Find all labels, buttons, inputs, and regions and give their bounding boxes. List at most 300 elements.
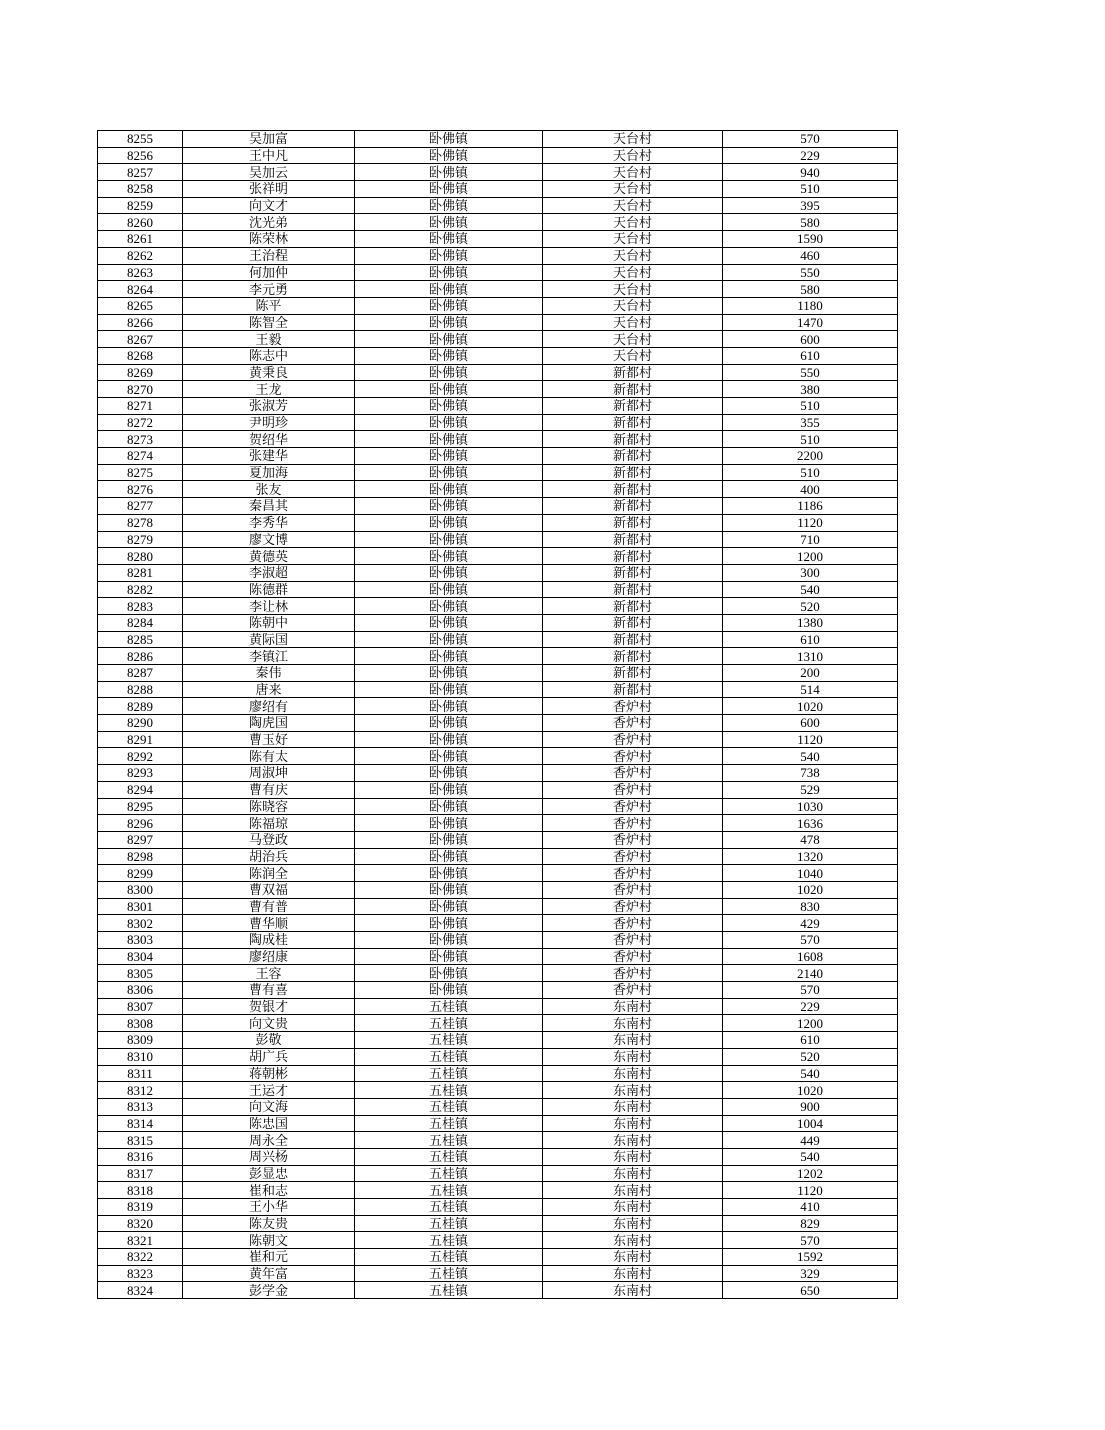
town-cell: 卧佛镇 (355, 715, 543, 732)
amount-cell: 1592 (723, 1249, 898, 1266)
row-id-cell: 8318 (98, 1182, 183, 1199)
table-row (98, 514, 898, 531)
table-row (98, 331, 898, 348)
village-cell: 新都村 (543, 431, 723, 448)
amount-cell: 710 (723, 531, 898, 548)
table-row (98, 247, 898, 264)
row-id-cell: 8288 (98, 681, 183, 698)
amount-cell: 1470 (723, 314, 898, 331)
amount-cell: 900 (723, 1098, 898, 1115)
row-id-cell: 8261 (98, 231, 183, 248)
name-cell: 王中凡 (183, 147, 355, 164)
name-cell: 夏加海 (183, 464, 355, 481)
amount-cell: 449 (723, 1132, 898, 1149)
town-cell: 五桂镇 (355, 1098, 543, 1115)
amount-cell: 940 (723, 164, 898, 181)
amount-cell: 1020 (723, 881, 898, 898)
village-cell: 天台村 (543, 164, 723, 181)
name-cell: 贺银才 (183, 998, 355, 1015)
table-row (98, 531, 898, 548)
village-cell: 新都村 (543, 414, 723, 431)
village-cell: 香炉村 (543, 898, 723, 915)
table-row (98, 1282, 898, 1299)
town-cell: 卧佛镇 (355, 564, 543, 581)
table-row (98, 347, 898, 364)
town-cell: 卧佛镇 (355, 915, 543, 932)
row-id-cell: 8294 (98, 781, 183, 798)
town-cell: 卧佛镇 (355, 631, 543, 648)
row-id-cell: 8264 (98, 281, 183, 298)
row-id-cell: 8312 (98, 1082, 183, 1099)
table-row (98, 932, 898, 949)
amount-cell: 540 (723, 748, 898, 765)
town-cell: 卧佛镇 (355, 314, 543, 331)
table-row (98, 1065, 898, 1082)
table-row (98, 448, 898, 465)
row-id-cell: 8297 (98, 831, 183, 848)
town-cell: 五桂镇 (355, 1115, 543, 1132)
town-cell: 卧佛镇 (355, 431, 543, 448)
name-cell: 曹玉好 (183, 731, 355, 748)
amount-cell: 1040 (723, 865, 898, 882)
village-cell: 天台村 (543, 297, 723, 314)
amount-cell: 1030 (723, 798, 898, 815)
name-cell: 周淑坤 (183, 765, 355, 782)
town-cell: 卧佛镇 (355, 164, 543, 181)
amount-cell: 1120 (723, 731, 898, 748)
table-row (98, 681, 898, 698)
village-cell: 香炉村 (543, 765, 723, 782)
name-cell: 唐来 (183, 681, 355, 698)
village-cell: 东南村 (543, 998, 723, 1015)
amount-cell: 229 (723, 147, 898, 164)
name-cell: 彭学金 (183, 1282, 355, 1299)
table-row (98, 631, 898, 648)
town-cell: 卧佛镇 (355, 681, 543, 698)
name-cell: 张祥明 (183, 181, 355, 198)
name-cell: 李淑超 (183, 564, 355, 581)
name-cell: 李元勇 (183, 281, 355, 298)
town-cell: 五桂镇 (355, 1215, 543, 1232)
town-cell: 卧佛镇 (355, 698, 543, 715)
village-cell: 香炉村 (543, 915, 723, 932)
amount-cell: 540 (723, 581, 898, 598)
data-table (97, 130, 898, 1299)
amount-cell: 510 (723, 398, 898, 415)
amount-cell: 738 (723, 765, 898, 782)
row-id-cell: 8315 (98, 1132, 183, 1149)
town-cell: 卧佛镇 (355, 648, 543, 665)
name-cell: 黄德英 (183, 548, 355, 565)
row-id-cell: 8321 (98, 1232, 183, 1249)
amount-cell: 514 (723, 681, 898, 698)
town-cell: 五桂镇 (355, 1182, 543, 1199)
town-cell: 卧佛镇 (355, 932, 543, 949)
village-cell: 天台村 (543, 264, 723, 281)
amount-cell: 395 (723, 197, 898, 214)
amount-cell: 1200 (723, 548, 898, 565)
village-cell: 天台村 (543, 231, 723, 248)
name-cell: 黄际国 (183, 631, 355, 648)
name-cell: 廖文博 (183, 531, 355, 548)
village-cell: 新都村 (543, 364, 723, 381)
table-row (98, 965, 898, 982)
name-cell: 张淑芳 (183, 398, 355, 415)
table-row (98, 1148, 898, 1165)
town-cell: 卧佛镇 (355, 548, 543, 565)
name-cell: 向文才 (183, 197, 355, 214)
amount-cell: 400 (723, 481, 898, 498)
table-row (98, 748, 898, 765)
name-cell: 陶成桂 (183, 932, 355, 949)
village-cell: 新都村 (543, 481, 723, 498)
table-row (98, 798, 898, 815)
table-row (98, 1082, 898, 1099)
village-cell: 东南村 (543, 1215, 723, 1232)
town-cell: 五桂镇 (355, 1265, 543, 1282)
table-row (98, 481, 898, 498)
village-cell: 天台村 (543, 131, 723, 148)
name-cell: 黄年富 (183, 1265, 355, 1282)
row-id-cell: 8322 (98, 1249, 183, 1266)
village-cell: 香炉村 (543, 815, 723, 832)
town-cell: 卧佛镇 (355, 731, 543, 748)
row-id-cell: 8317 (98, 1165, 183, 1182)
table-row (98, 915, 898, 932)
amount-cell: 1004 (723, 1115, 898, 1132)
name-cell: 崔和元 (183, 1249, 355, 1266)
town-cell: 五桂镇 (355, 1249, 543, 1266)
town-cell: 卧佛镇 (355, 948, 543, 965)
table-row (98, 831, 898, 848)
row-id-cell: 8267 (98, 331, 183, 348)
amount-cell: 1590 (723, 231, 898, 248)
town-cell: 五桂镇 (355, 1148, 543, 1165)
name-cell: 秦伟 (183, 665, 355, 682)
village-cell: 新都村 (543, 631, 723, 648)
town-cell: 卧佛镇 (355, 881, 543, 898)
row-id-cell: 8293 (98, 765, 183, 782)
row-id-cell: 8257 (98, 164, 183, 181)
name-cell: 吴加富 (183, 131, 355, 148)
name-cell: 陈友贵 (183, 1215, 355, 1232)
name-cell: 王毅 (183, 331, 355, 348)
name-cell: 彭敬 (183, 1032, 355, 1049)
town-cell: 卧佛镇 (355, 598, 543, 615)
row-id-cell: 8281 (98, 564, 183, 581)
village-cell: 香炉村 (543, 865, 723, 882)
row-id-cell: 8308 (98, 1015, 183, 1032)
row-id-cell: 8323 (98, 1265, 183, 1282)
village-cell: 天台村 (543, 181, 723, 198)
amount-cell: 550 (723, 364, 898, 381)
village-cell: 新都村 (543, 648, 723, 665)
row-id-cell: 8304 (98, 948, 183, 965)
row-id-cell: 8284 (98, 614, 183, 631)
village-cell: 新都村 (543, 564, 723, 581)
table-row (98, 464, 898, 481)
row-id-cell: 8319 (98, 1199, 183, 1216)
amount-cell: 1120 (723, 514, 898, 531)
name-cell: 陈朝文 (183, 1232, 355, 1249)
row-id-cell: 8307 (98, 998, 183, 1015)
table-body (98, 131, 898, 1299)
row-id-cell: 8263 (98, 264, 183, 281)
name-cell: 陈智全 (183, 314, 355, 331)
table-row (98, 848, 898, 865)
table-row (98, 665, 898, 682)
town-cell: 五桂镇 (355, 1282, 543, 1299)
name-cell: 陈晓容 (183, 798, 355, 815)
town-cell: 卧佛镇 (355, 464, 543, 481)
table-row (98, 614, 898, 631)
amount-cell: 520 (723, 598, 898, 615)
village-cell: 新都村 (543, 548, 723, 565)
village-cell: 东南村 (543, 1282, 723, 1299)
row-id-cell: 8295 (98, 798, 183, 815)
table-row (98, 1015, 898, 1032)
amount-cell: 610 (723, 347, 898, 364)
village-cell: 东南村 (543, 1065, 723, 1082)
row-id-cell: 8320 (98, 1215, 183, 1232)
name-cell: 秦昌其 (183, 498, 355, 515)
town-cell: 五桂镇 (355, 998, 543, 1015)
amount-cell: 510 (723, 181, 898, 198)
amount-cell: 2140 (723, 965, 898, 982)
table-row (98, 281, 898, 298)
table-row (98, 548, 898, 565)
village-cell: 东南村 (543, 1199, 723, 1216)
village-cell: 新都村 (543, 681, 723, 698)
name-cell: 陈朝中 (183, 614, 355, 631)
row-id-cell: 8270 (98, 381, 183, 398)
village-cell: 天台村 (543, 147, 723, 164)
village-cell: 新都村 (543, 498, 723, 515)
town-cell: 卧佛镇 (355, 131, 543, 148)
amount-cell: 570 (723, 1232, 898, 1249)
amount-cell: 1180 (723, 297, 898, 314)
village-cell: 香炉村 (543, 848, 723, 865)
amount-cell: 510 (723, 431, 898, 448)
table-row (98, 181, 898, 198)
row-id-cell: 8289 (98, 698, 183, 715)
table-row (98, 1182, 898, 1199)
amount-cell: 580 (723, 214, 898, 231)
amount-cell: 1636 (723, 815, 898, 832)
row-id-cell: 8311 (98, 1065, 183, 1082)
row-id-cell: 8277 (98, 498, 183, 515)
table-row (98, 881, 898, 898)
amount-cell: 570 (723, 131, 898, 148)
town-cell: 卧佛镇 (355, 965, 543, 982)
row-id-cell: 8286 (98, 648, 183, 665)
village-cell: 香炉村 (543, 748, 723, 765)
village-cell: 东南村 (543, 1182, 723, 1199)
table-row (98, 1115, 898, 1132)
village-cell: 香炉村 (543, 781, 723, 798)
table-row (98, 381, 898, 398)
village-cell: 东南村 (543, 1165, 723, 1182)
name-cell: 李镇江 (183, 648, 355, 665)
amount-cell: 600 (723, 715, 898, 732)
town-cell: 卧佛镇 (355, 848, 543, 865)
town-cell: 卧佛镇 (355, 181, 543, 198)
name-cell: 何加仲 (183, 264, 355, 281)
village-cell: 香炉村 (543, 698, 723, 715)
village-cell: 香炉村 (543, 965, 723, 982)
row-id-cell: 8258 (98, 181, 183, 198)
name-cell: 陈荣林 (183, 231, 355, 248)
name-cell: 周永全 (183, 1132, 355, 1149)
table-row (98, 131, 898, 148)
town-cell: 卧佛镇 (355, 297, 543, 314)
table-row (98, 1265, 898, 1282)
name-cell: 王小华 (183, 1199, 355, 1216)
row-id-cell: 8283 (98, 598, 183, 615)
name-cell: 陈有太 (183, 748, 355, 765)
amount-cell: 610 (723, 1032, 898, 1049)
village-cell: 香炉村 (543, 798, 723, 815)
town-cell: 卧佛镇 (355, 514, 543, 531)
table-row (98, 231, 898, 248)
table-row (98, 731, 898, 748)
amount-cell: 1310 (723, 648, 898, 665)
village-cell: 东南村 (543, 1148, 723, 1165)
table-row (98, 1048, 898, 1065)
row-id-cell: 8285 (98, 631, 183, 648)
name-cell: 胡广兵 (183, 1048, 355, 1065)
table-row (98, 1132, 898, 1149)
town-cell: 卧佛镇 (355, 414, 543, 431)
name-cell: 李让林 (183, 598, 355, 615)
amount-cell: 200 (723, 665, 898, 682)
village-cell: 新都村 (543, 464, 723, 481)
name-cell: 陈福琼 (183, 815, 355, 832)
row-id-cell: 8298 (98, 848, 183, 865)
name-cell: 李秀华 (183, 514, 355, 531)
amount-cell: 510 (723, 464, 898, 481)
name-cell: 陈德群 (183, 581, 355, 598)
row-id-cell: 8316 (98, 1148, 183, 1165)
name-cell: 周兴杨 (183, 1148, 355, 1165)
row-id-cell: 8255 (98, 131, 183, 148)
table-row (98, 982, 898, 999)
amount-cell: 1120 (723, 1182, 898, 1199)
table-row (98, 431, 898, 448)
name-cell: 黄秉良 (183, 364, 355, 381)
row-id-cell: 8310 (98, 1048, 183, 1065)
row-id-cell: 8287 (98, 665, 183, 682)
table-row (98, 598, 898, 615)
name-cell: 陈忠国 (183, 1115, 355, 1132)
town-cell: 卧佛镇 (355, 331, 543, 348)
table-row (98, 414, 898, 431)
town-cell: 卧佛镇 (355, 364, 543, 381)
row-id-cell: 8279 (98, 531, 183, 548)
amount-cell: 1202 (723, 1165, 898, 1182)
village-cell: 天台村 (543, 197, 723, 214)
table-row (98, 715, 898, 732)
village-cell: 新都村 (543, 581, 723, 598)
row-id-cell: 8309 (98, 1032, 183, 1049)
table-row (98, 865, 898, 882)
village-cell: 新都村 (543, 381, 723, 398)
row-id-cell: 8296 (98, 815, 183, 832)
town-cell: 卧佛镇 (355, 865, 543, 882)
amount-cell: 520 (723, 1048, 898, 1065)
village-cell: 东南村 (543, 1115, 723, 1132)
table-row (98, 698, 898, 715)
amount-cell: 478 (723, 831, 898, 848)
name-cell: 蒋朝彬 (183, 1065, 355, 1082)
row-id-cell: 8256 (98, 147, 183, 164)
town-cell: 五桂镇 (355, 1165, 543, 1182)
table-row (98, 1098, 898, 1115)
town-cell: 卧佛镇 (355, 247, 543, 264)
town-cell: 卧佛镇 (355, 281, 543, 298)
village-cell: 新都村 (543, 398, 723, 415)
village-cell: 新都村 (543, 665, 723, 682)
town-cell: 卧佛镇 (355, 982, 543, 999)
town-cell: 卧佛镇 (355, 398, 543, 415)
table-row (98, 498, 898, 515)
table-row (98, 264, 898, 281)
table-row (98, 364, 898, 381)
row-id-cell: 8303 (98, 932, 183, 949)
amount-cell: 540 (723, 1065, 898, 1082)
name-cell: 曹华顺 (183, 915, 355, 932)
village-cell: 东南村 (543, 1265, 723, 1282)
village-cell: 新都村 (543, 614, 723, 631)
village-cell: 香炉村 (543, 932, 723, 949)
town-cell: 五桂镇 (355, 1232, 543, 1249)
town-cell: 卧佛镇 (355, 347, 543, 364)
town-cell: 五桂镇 (355, 1065, 543, 1082)
village-cell: 香炉村 (543, 715, 723, 732)
town-cell: 五桂镇 (355, 1199, 543, 1216)
name-cell: 张友 (183, 481, 355, 498)
name-cell: 陈润全 (183, 865, 355, 882)
village-cell: 香炉村 (543, 731, 723, 748)
village-cell: 东南村 (543, 1032, 723, 1049)
amount-cell: 2200 (723, 448, 898, 465)
table-row (98, 948, 898, 965)
row-id-cell: 8301 (98, 898, 183, 915)
row-id-cell: 8282 (98, 581, 183, 598)
town-cell: 卧佛镇 (355, 147, 543, 164)
town-cell: 卧佛镇 (355, 748, 543, 765)
village-cell: 天台村 (543, 247, 723, 264)
village-cell: 东南村 (543, 1082, 723, 1099)
town-cell: 卧佛镇 (355, 231, 543, 248)
village-cell: 新都村 (543, 448, 723, 465)
town-cell: 卧佛镇 (355, 815, 543, 832)
row-id-cell: 8299 (98, 865, 183, 882)
row-id-cell: 8313 (98, 1098, 183, 1115)
row-id-cell: 8275 (98, 464, 183, 481)
town-cell: 卧佛镇 (355, 614, 543, 631)
town-cell: 卧佛镇 (355, 765, 543, 782)
town-cell: 卧佛镇 (355, 531, 543, 548)
town-cell: 卧佛镇 (355, 214, 543, 231)
row-id-cell: 8278 (98, 514, 183, 531)
name-cell: 曹双福 (183, 881, 355, 898)
name-cell: 彭显忠 (183, 1165, 355, 1182)
town-cell: 卧佛镇 (355, 831, 543, 848)
name-cell: 陶虎国 (183, 715, 355, 732)
name-cell: 王龙 (183, 381, 355, 398)
village-cell: 东南村 (543, 1132, 723, 1149)
